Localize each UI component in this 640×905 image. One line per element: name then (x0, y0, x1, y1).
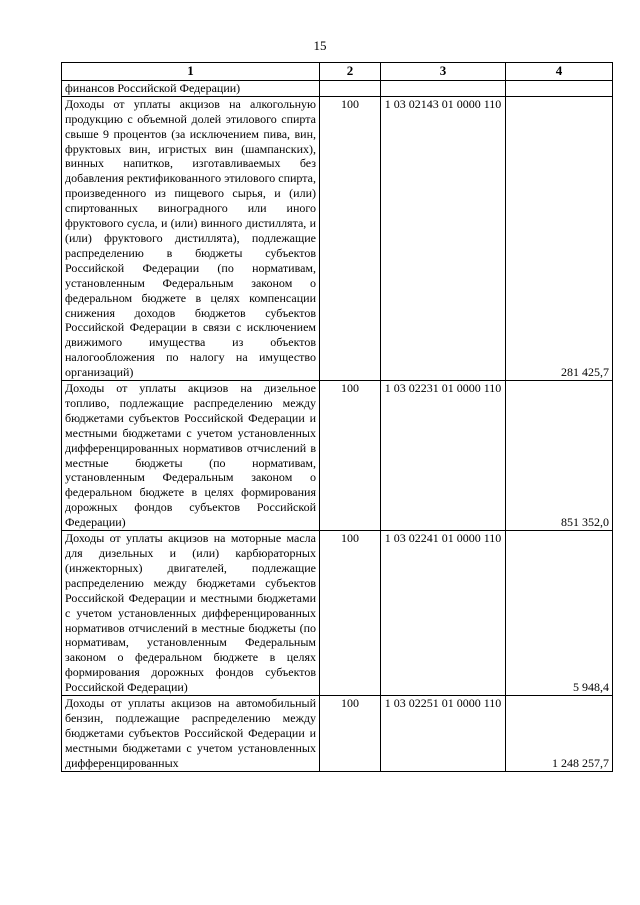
header-col-4: 4 (506, 63, 613, 81)
table-row (62, 531, 613, 696)
row-admin-code: 100 (320, 696, 381, 772)
row-description: Доходы от уплаты акцизов на дизельное топливо, подлежащие распределению между бюджетами субъектов Российской Федерации и местными бюджетами с учетом установленных дифференцированных нормативов отчислений в местные бюджеты (по нормативам, установленным Федеральным законом о федеральном бюджете в целях формирования дорожных фондов субъектов Российской Федерации) (62, 381, 320, 531)
header-col-1: 1 (62, 63, 320, 81)
row-description: Доходы от уплаты акцизов на моторные масла для дизельных и (или) карбюраторных (инжекторных) двигателей, подлежащие распределению между бюджетами субъектов Российской Федерации и местными бюджетами с учетом установленных дифференцированных нормативов отчислений в местные бюджеты (по нормативам, установленным Федеральным законом о федеральном бюджете в целях формирования дорожных фондов субъектов Российской Федерации) (62, 531, 320, 696)
row-budget-code: 1 03 02143 01 0000 110 (381, 96, 506, 380)
row-admin-code (320, 80, 381, 96)
row-budget-code (381, 80, 506, 96)
header-col-3: 3 (381, 63, 506, 81)
page-number: 15 (313, 38, 327, 53)
row-amount: 851 352,0 (506, 381, 613, 531)
table-row (62, 96, 613, 380)
header-col-2: 2 (320, 63, 381, 81)
revenue-table (61, 62, 613, 772)
row-budget-code: 1 03 02241 01 0000 110 (381, 531, 506, 696)
table-row (62, 696, 613, 772)
row-amount: 281 425,7 (506, 96, 613, 380)
row-amount: 5 948,4 (506, 531, 613, 696)
row-admin-code: 100 (320, 531, 381, 696)
row-description: Доходы от уплаты акцизов на автомобильный бензин, подлежащие распределению между бюджетами субъектов Российской Федерации и местными бюджетами с учетом установленных дифференцированных (62, 696, 320, 772)
row-description: Доходы от уплаты акцизов на алкогольную продукцию с объемной долей этилового спирта свыше 9 процентов (за исключением пива, вин, фруктовых вин, игристых вин (шампанских), винных напитков, изготавливаемых без добавления ректификованного этилового спирта, произведенного из пищевого сырья, и (или) спиртованных виноградного или иного фруктового сусла, и (или) винного дистиллята, и (или) фруктового дистиллята), подлежащие распределению в бюджеты субъектов Российской Федерации (по нормативам, установленным Федеральным законом о федеральном бюджете в целях компенсации снижения доходов бюджетов субъектов Российской Федерации в связи с исключением движимого имущества из объектов налогообложения по налогу на имущество организаций) (62, 96, 320, 380)
row-admin-code: 100 (320, 96, 381, 380)
row-amount: 1 248 257,7 (506, 696, 613, 772)
table-header-row (62, 63, 613, 81)
row-budget-code: 1 03 02231 01 0000 110 (381, 381, 506, 531)
row-admin-code: 100 (320, 381, 381, 531)
table-row (62, 80, 613, 96)
row-description: финансов Российской Федерации) (62, 80, 320, 96)
row-budget-code: 1 03 02251 01 0000 110 (381, 696, 506, 772)
row-amount (506, 80, 613, 96)
table-row (62, 381, 613, 531)
